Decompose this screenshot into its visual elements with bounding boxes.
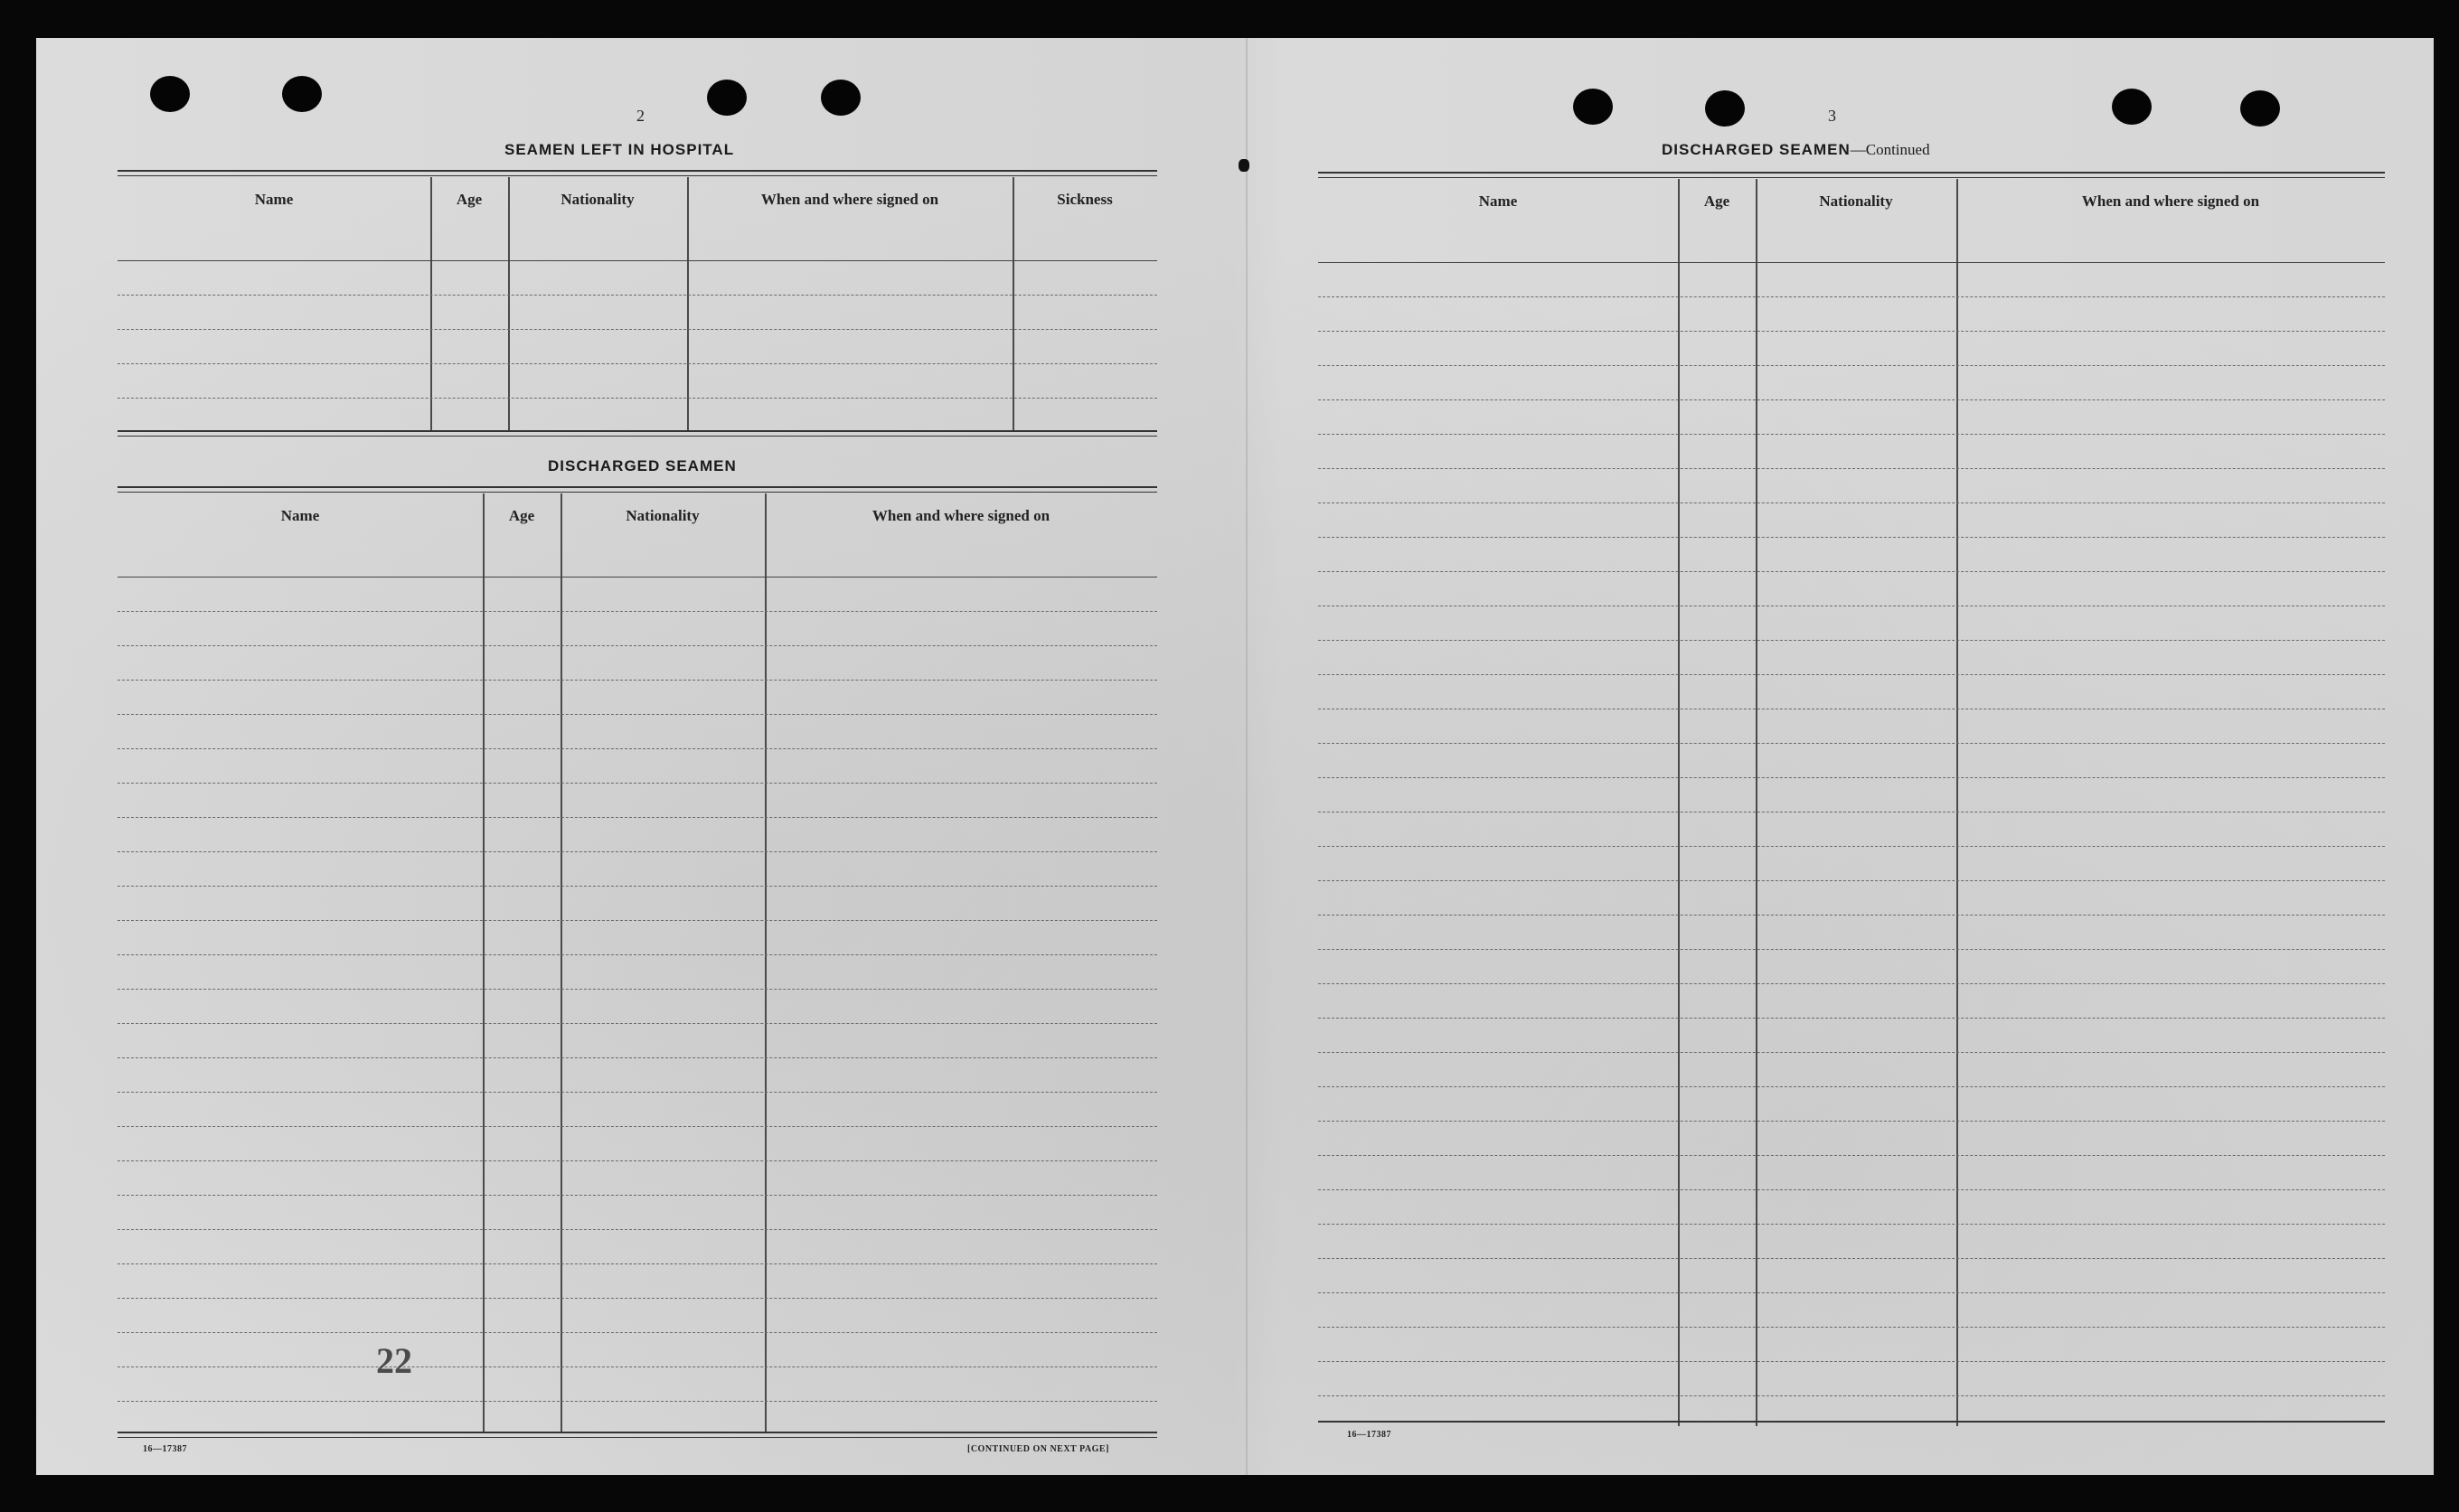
ruled-entry-line — [1318, 537, 2385, 538]
hospital-row-line — [118, 398, 1157, 399]
ruled-entry-line — [118, 714, 1157, 715]
ruled-entry-line — [118, 1126, 1157, 1127]
ruled-entry-line — [1318, 983, 2385, 984]
right-top-rule-2 — [1318, 177, 2385, 178]
right-page-number: 3 — [1828, 107, 1836, 125]
ruled-entry-line — [118, 886, 1157, 887]
ruled-entry-line — [1318, 468, 2385, 469]
right-top-rule — [1318, 172, 2385, 174]
ruled-entry-line — [118, 1195, 1157, 1196]
ruled-entry-line — [1318, 296, 2385, 297]
ruled-entry-line — [118, 817, 1157, 818]
ruled-entry-line — [118, 989, 1157, 990]
hospital-header-line — [118, 260, 1157, 261]
continued-divider — [1756, 179, 1757, 1426]
hospital-row-line — [118, 363, 1157, 364]
ruled-entry-line — [118, 1298, 1157, 1299]
left-page-number: 2 — [636, 107, 645, 125]
discharged-top-rule — [118, 486, 1157, 488]
ruled-entry-line — [1318, 1258, 2385, 1259]
ruled-entry-line — [1318, 1224, 2385, 1225]
ruled-entry-line — [1318, 1189, 2385, 1190]
hospital-top-rule-2 — [118, 175, 1157, 176]
ruled-entry-line — [1318, 1086, 2385, 1087]
punch-hole — [2112, 89, 2152, 125]
punch-hole — [1573, 89, 1613, 125]
ruled-entry-line — [1318, 640, 2385, 641]
ink-speck — [1239, 159, 1249, 172]
ruled-entry-line — [118, 783, 1157, 784]
continued-header-line — [1318, 262, 2385, 263]
handwritten-mark: 22 — [376, 1340, 412, 1381]
discharged-header-line — [118, 577, 1157, 578]
discharged-col-nationality: Nationality — [626, 507, 700, 524]
center-fold — [1246, 38, 1248, 1475]
ruled-entry-line — [1318, 1155, 2385, 1156]
ruled-entry-line — [118, 748, 1157, 749]
ruled-entry-line — [118, 954, 1157, 955]
ruled-entry-line — [118, 1366, 1157, 1367]
ruled-entry-line — [1318, 365, 2385, 366]
right-form-number: 16—17387 — [1347, 1430, 1391, 1440]
hospital-col-signed-on: When and where signed on — [760, 191, 939, 208]
discharged-divider — [561, 493, 562, 1432]
continued-col-name: Name — [1478, 193, 1518, 210]
ruled-entry-line — [1318, 331, 2385, 332]
ruled-entry-line — [1318, 399, 2385, 400]
punch-hole — [2240, 90, 2280, 127]
hospital-row-line — [118, 295, 1157, 296]
ruled-entry-line — [118, 1092, 1157, 1093]
ruled-entry-line — [1318, 880, 2385, 881]
hospital-section-title: SEAMEN LEFT IN HOSPITAL — [504, 141, 735, 158]
punch-hole — [282, 76, 322, 112]
hospital-bottom-rule — [118, 430, 1157, 432]
continued-col-age: Age — [1703, 193, 1730, 210]
ruled-entry-line — [118, 645, 1157, 646]
punch-hole — [1705, 90, 1745, 127]
discharged-continued-title — [1662, 141, 1930, 159]
ruled-entry-line — [118, 920, 1157, 921]
ruled-entry-line — [1318, 571, 2385, 572]
ruled-entry-line — [118, 611, 1157, 612]
right-bottom-rule — [1318, 1421, 2385, 1423]
continued-col-nationality: Nationality — [1819, 193, 1893, 210]
ruled-entry-line — [118, 680, 1157, 681]
discharged-divider — [483, 493, 485, 1432]
discharged-section-title: DISCHARGED SEAMEN — [548, 457, 737, 474]
discharged-divider — [765, 493, 767, 1432]
ruled-entry-line — [1318, 1052, 2385, 1053]
ruled-entry-line — [1318, 1327, 2385, 1328]
discharged-continued-title-suffix: —Continued — [1850, 141, 1930, 158]
discharged-col-name: Name — [280, 507, 320, 524]
ruled-entry-line — [118, 1160, 1157, 1161]
continued-divider — [1956, 179, 1958, 1426]
ruled-entry-line — [1318, 674, 2385, 675]
discharged-col-age: Age — [508, 507, 535, 524]
ruled-entry-line — [1318, 949, 2385, 950]
discharged-top-rule-2 — [118, 492, 1157, 493]
ruled-entry-line — [1318, 1018, 2385, 1019]
ruled-entry-line — [1318, 434, 2385, 435]
hospital-col-nationality: Nationality — [561, 191, 635, 208]
document-sheet — [36, 38, 2434, 1475]
ruled-entry-line — [118, 1332, 1157, 1333]
hospital-divider — [1013, 177, 1014, 430]
ruled-entry-line — [1318, 777, 2385, 778]
hospital-divider — [687, 177, 689, 430]
hospital-col-name: Name — [254, 191, 294, 208]
discharged-table — [118, 493, 1157, 1441]
ruled-entry-line — [1318, 743, 2385, 744]
ruled-entry-line — [1318, 1361, 2385, 1362]
ruled-entry-line — [118, 1057, 1157, 1058]
hospital-col-age: Age — [456, 191, 483, 208]
ruled-entry-line — [1318, 915, 2385, 916]
hospital-bottom-rule-2 — [118, 436, 1157, 437]
hospital-row-line — [118, 329, 1157, 330]
ruled-entry-line — [1318, 1121, 2385, 1122]
ruled-entry-line — [1318, 1292, 2385, 1293]
punch-hole — [150, 76, 190, 112]
ruled-entry-line — [118, 851, 1157, 852]
discharged-bottom-rule — [118, 1432, 1157, 1433]
punch-hole — [821, 80, 861, 116]
hospital-table — [118, 177, 1157, 436]
ruled-entry-line — [118, 1263, 1157, 1264]
discharged-col-signed-on: When and where signed on — [871, 507, 1050, 524]
ruled-entry-line — [1318, 1395, 2385, 1396]
discharged-continued-table — [1318, 179, 2385, 1426]
left-form-number: 16—17387 — [143, 1444, 187, 1454]
discharged-bottom-rule-2 — [118, 1437, 1157, 1438]
discharged-continued-title-main: DISCHARGED SEAMEN — [1662, 141, 1851, 158]
ruled-entry-line — [118, 1229, 1157, 1230]
continued-col-signed-on: When and where signed on — [2081, 193, 2260, 210]
ruled-entry-line — [1318, 502, 2385, 503]
ruled-entry-line — [118, 1401, 1157, 1402]
continued-note: [CONTINUED ON NEXT PAGE] — [967, 1444, 1109, 1454]
hospital-top-rule — [118, 170, 1157, 172]
hospital-divider — [430, 177, 432, 430]
continued-divider — [1678, 179, 1680, 1426]
hospital-col-sickness: Sickness — [1057, 191, 1113, 208]
hospital-divider — [508, 177, 510, 430]
punch-hole — [707, 80, 747, 116]
ruled-entry-line — [118, 1023, 1157, 1024]
ruled-entry-line — [1318, 846, 2385, 847]
